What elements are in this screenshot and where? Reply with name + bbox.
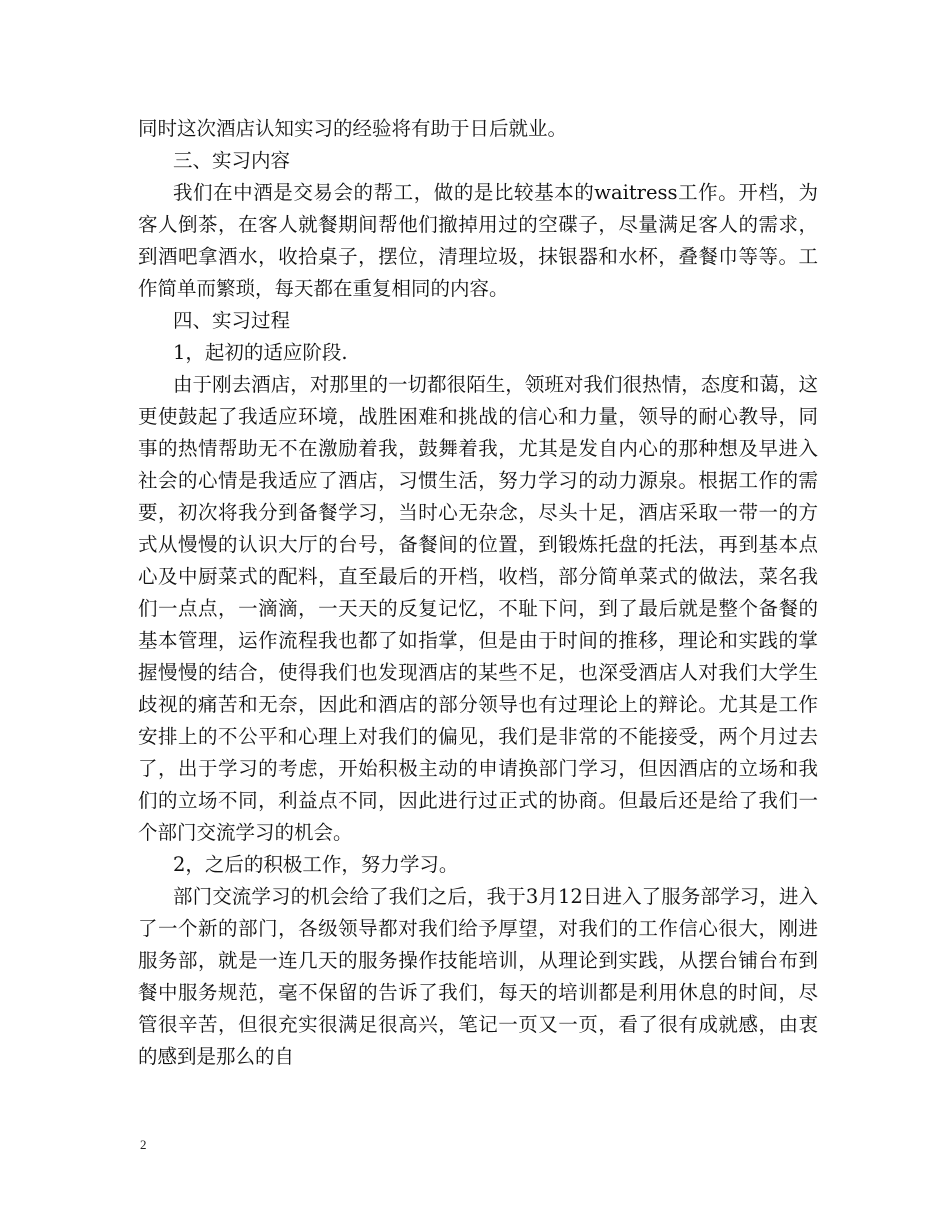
paragraph-internship-content: 我们在中酒是交易会的帮工，做的是比较基本的waitress工作。开档，为客人倒茶，在客人就餐期间帮他们撤掉用过的空碟子，尽量满足客人的需求，到酒吧拿酒水，收拾桌子，摆位，清理垃圾，抹银器和水杯，叠餐巾等等。工作简单而繁琐，每天都在重复相同的内容。 bbox=[138, 181, 818, 300]
paragraph-active-work: 部门交流学习的机会给了我们之后，我于3月12日进入了服务部学习，进入了一个新的部门，各级领导都对我们给予厚望，对我们的工作信心很大，刚进服务部，就是一连几天的服务操作技能培训，从理论到实践，从摆台铺台布到餐中服务规范，毫不保留的告诉了我们，每天的培训都是利用休息的时间，尽管很辛苦，但很充实很满足很高兴，笔记一页又一页，看了很有成就感，由衷的感到是那么的自 bbox=[138, 885, 818, 1068]
section-heading-internship-process: 四、实习过程 bbox=[173, 309, 291, 332]
page-number: 2 bbox=[140, 1137, 147, 1152]
paragraph-adaptation-stage: 由于刚去酒店，对那里的一切都很陌生，领班对我们很热情，态度和蔼，这更使鼓起了我适应环境，战胜困难和挑战的信心和力量，领导的耐心教导，同事的热情帮助无不在激励着我，鼓舞着我，尤其是发自内心的那种想及早进入社会的心情是我适应了酒店，习惯生活，努力学习的动力源泉。根据工作的需要，初次将我分到备餐学习，当时心无杂念，尽头十足，酒店采取一带一的方式从慢慢的认识大厅的台号，备餐间的位置，到锻炼托盘的托法，再到基本点心及中厨菜式的配料，直至最后的开档，收档，部分简单菜式的做法，菜名我们一点点，一滴滴，一天天的反复记忆，不耻下问，到了最后就是整个备餐的基本管理，运作流程我也都了如指掌，但是由于时间的推移，理论和实践的掌握慢慢的结合，使得我们也发现酒店的某些不足，也深受酒店人对我们大学生歧视的痛苦和无奈，因此和酒店的部分领导也有过理论上的辩论。尤其是工作安排上的不公平和心理上对我们的偏见，我们是非常的不能接受，两个月过去了，出于学习的考虑，开始积极主动的申请换部门学习，但因酒店的立场和我们的立场不同，利益点不同，因此进行过正式的协商。但最后还是给了我们一个部门交流学习的机会。 bbox=[138, 373, 818, 844]
section-heading-internship-content: 三、实习内容 bbox=[173, 149, 291, 172]
body-text bbox=[138, 113, 818, 1073]
subheading-active-work: 2，之后的积极工作，努力学习。 bbox=[173, 853, 459, 876]
paragraph-continuation: 同时这次酒店认知实习的经验将有助于日后就业。 bbox=[138, 117, 568, 140]
subheading-adaptation-stage: 1，起初的适应阶段. bbox=[173, 341, 348, 364]
